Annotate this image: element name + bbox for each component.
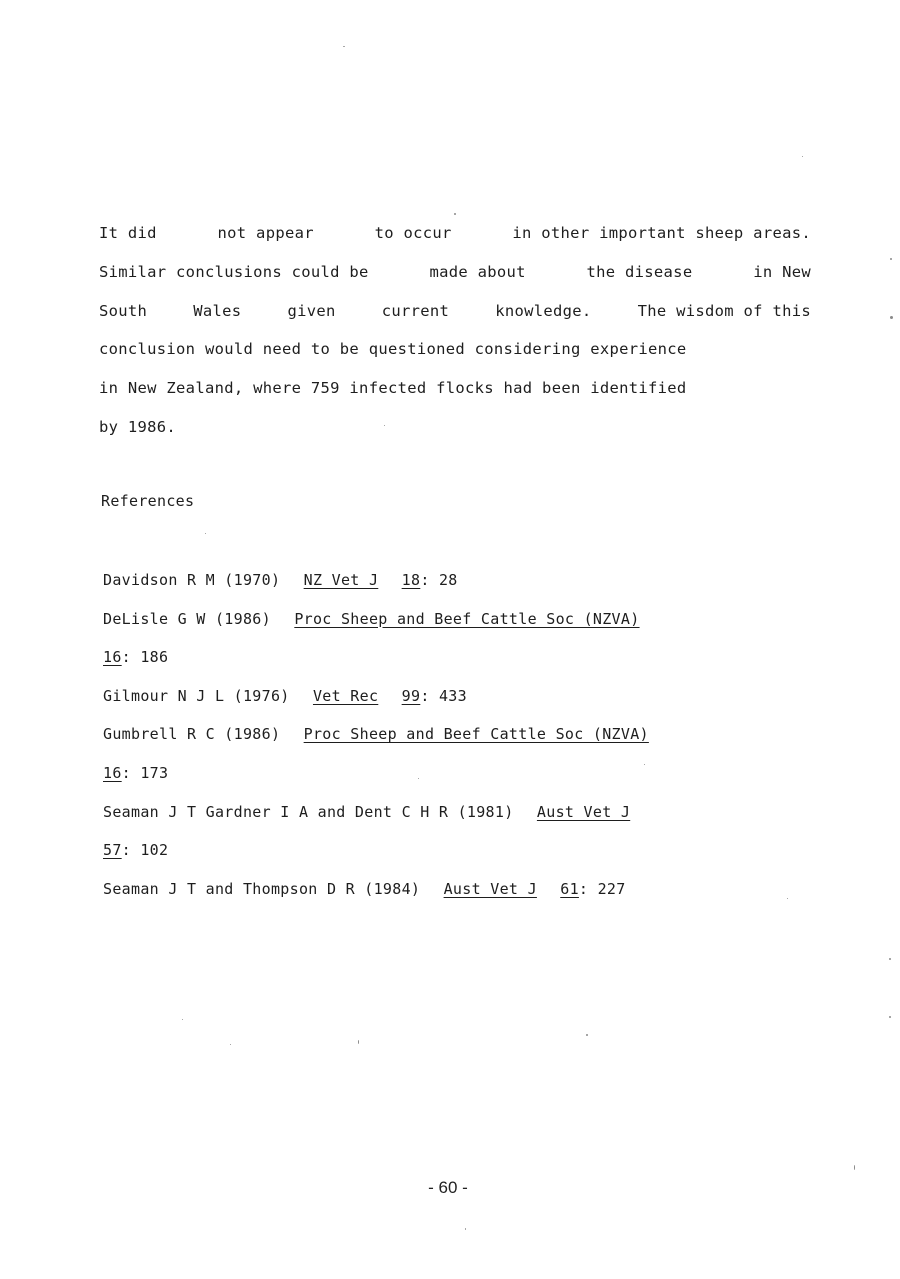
text-segment: The wisdom of this — [637, 301, 811, 320]
text-segment: in New — [753, 262, 811, 281]
references-list — [103, 568, 823, 915]
reference-authors: Seaman J T and Thompson D R (1984) — [103, 879, 421, 898]
reference-pages: : 433 — [420, 686, 467, 705]
reference-pages: : 102 — [121, 841, 169, 860]
scan-speck — [182, 1019, 183, 1020]
scan-speck — [418, 778, 419, 779]
reference-pages: : 227 — [578, 879, 626, 898]
scan-speck — [644, 764, 645, 765]
reference-entry — [103, 877, 823, 916]
scan-speck — [890, 316, 893, 319]
reference-pages: : 186 — [121, 648, 169, 667]
scan-speck — [465, 1228, 466, 1230]
scan-speck — [787, 898, 788, 899]
reference-journal: NZ Vet J — [303, 571, 379, 589]
reference-journal: Aust Vet J — [536, 802, 631, 821]
text-segment: not appear — [217, 224, 314, 242]
reference-journal: Aust Vet J — [443, 879, 537, 898]
reference-volume: 61 — [560, 879, 579, 898]
text-segment: conclusion would need to be questioned considering experience — [99, 340, 687, 359]
text-segment: Wales — [193, 301, 242, 320]
scan-speck — [454, 213, 456, 215]
reference-pages: : 28 — [420, 571, 458, 589]
scan-speck — [890, 258, 892, 260]
scan-speck — [889, 958, 891, 960]
paragraph-line — [99, 220, 811, 259]
reference-volume: 99 — [401, 686, 421, 705]
scan-speck — [889, 1016, 891, 1018]
scan-speck — [230, 1044, 231, 1045]
reference-volume: 57 — [103, 841, 122, 860]
reference-volume: 18 — [401, 571, 421, 589]
reference-entry — [103, 684, 823, 723]
reference-pages: : 173 — [121, 763, 169, 782]
reference-authors: Davidson R M (1970) — [103, 571, 281, 589]
scan-speck — [358, 1040, 359, 1044]
scan-speck — [384, 425, 385, 426]
references-heading: References — [101, 492, 195, 510]
body-paragraph — [99, 220, 811, 453]
reference-entry — [103, 722, 823, 761]
text-segment: the disease — [586, 262, 693, 281]
text-segment: South — [99, 301, 148, 320]
reference-journal: Proc Sheep and Beef Cattle Soc (NZVA) — [303, 725, 649, 744]
text-segment: in New Zealand, where 759 infected flocks had been identified — [99, 379, 687, 398]
page-number: - 60 - — [428, 1178, 468, 1197]
text-segment: to occur — [374, 224, 452, 242]
paragraph-line — [99, 298, 811, 337]
reference-entry — [103, 568, 823, 607]
reference-journal: Vet Rec — [312, 686, 379, 705]
text-segment: made about — [429, 262, 526, 281]
reference-volume: 16 — [103, 648, 122, 667]
reference-authors: Gilmour N J L (1976) — [103, 686, 290, 705]
reference-entry — [103, 800, 823, 839]
scan-speck — [802, 156, 803, 157]
reference-journal: Proc Sheep and Beef Cattle Soc (NZVA) — [294, 609, 640, 628]
paragraph-line — [99, 375, 811, 414]
text-segment: given — [287, 301, 336, 320]
scan-speck — [343, 46, 345, 47]
reference-volume: 16 — [103, 763, 122, 782]
scan-speck — [854, 1165, 855, 1170]
paragraph-line — [99, 336, 811, 375]
scan-speck — [205, 533, 206, 534]
reference-entry — [103, 761, 823, 800]
scan-speck — [586, 1034, 588, 1036]
text-segment: It did — [99, 224, 157, 242]
text-segment: by 1986. — [99, 417, 177, 436]
paragraph-line — [99, 259, 811, 298]
text-segment: in other important sheep areas. — [512, 224, 811, 242]
reference-authors: DeLisle G W (1986) — [103, 609, 271, 628]
reference-entry — [103, 645, 823, 684]
reference-authors: Seaman J T Gardner I A and Dent C H R (1981) — [103, 802, 514, 821]
reference-authors: Gumbrell R C (1986) — [103, 725, 281, 744]
reference-entry — [103, 607, 823, 646]
text-segment: current — [381, 301, 450, 320]
reference-entry — [103, 838, 823, 877]
paragraph-line — [99, 414, 811, 453]
text-segment: knowledge. — [495, 301, 592, 320]
text-segment: Similar conclusions could be — [99, 262, 369, 281]
